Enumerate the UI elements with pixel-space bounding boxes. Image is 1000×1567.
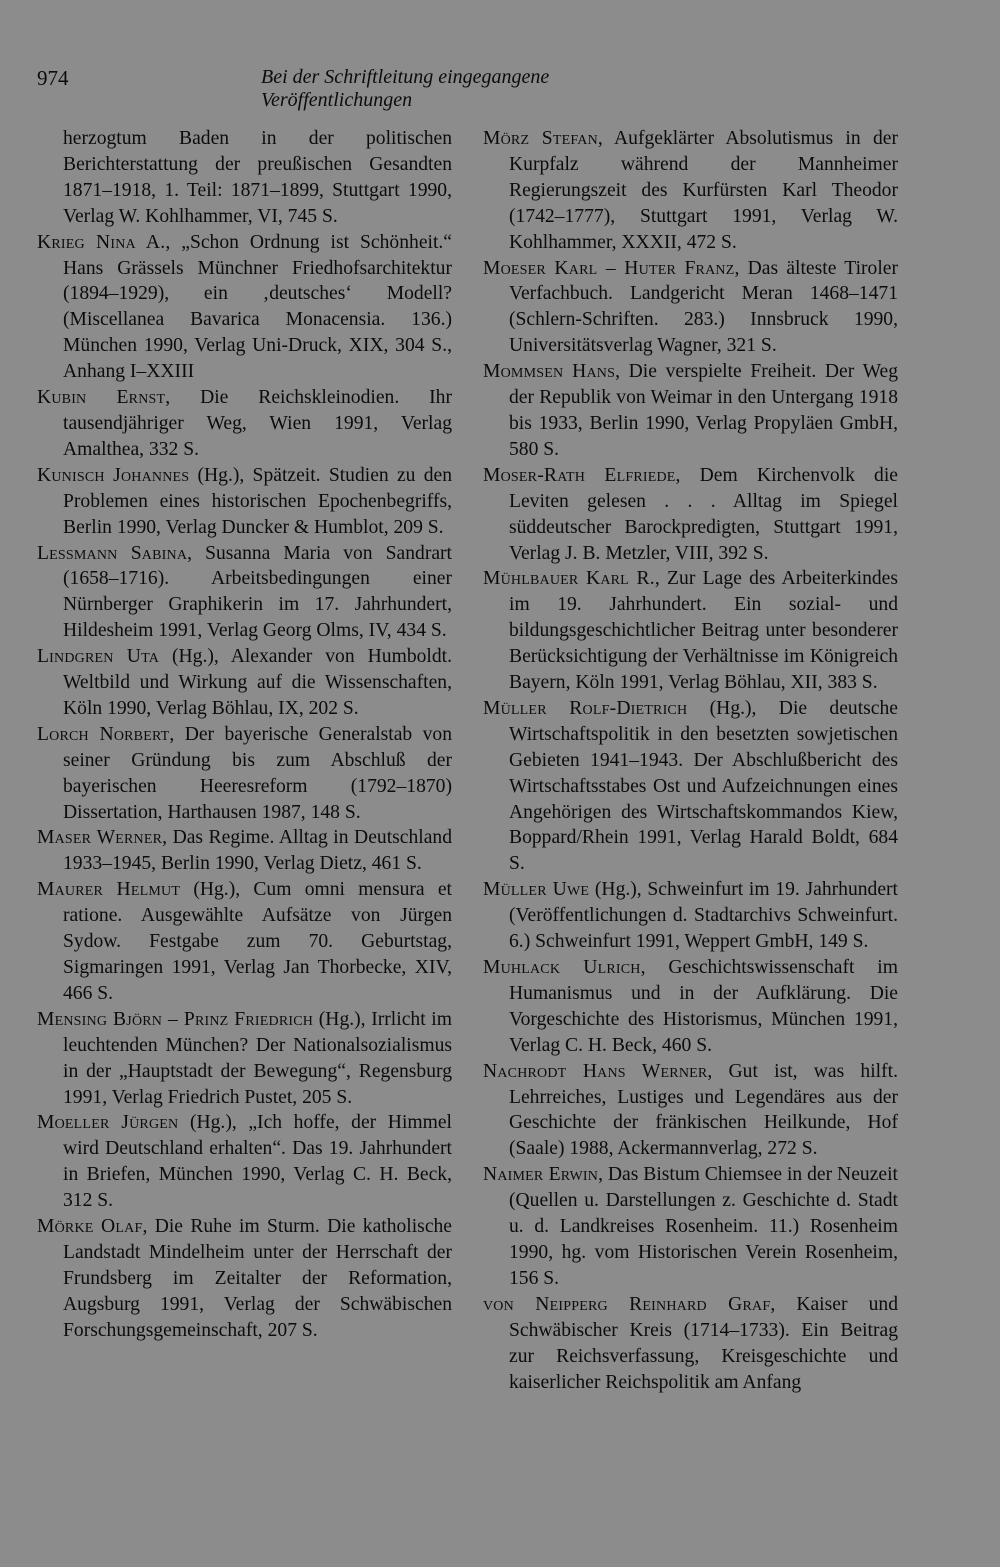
- bibliography-entry: [37, 1110, 452, 1214]
- entry-author: Muhlack Ulrich: [483, 957, 641, 978]
- entry-author: Krieg Nina A.: [37, 231, 166, 253]
- entry-text: , Die Reichskleinodien. Ihr tausendjähriger Weg, Wien 1991, Verlag Amalthea, 332 S.: [63, 387, 452, 460]
- bibliography-entry: [483, 463, 898, 567]
- entry-text: , Zur Lage des Arbeiterkindes im 19. Jahrhundert. Ein sozial- und bildungsgeschichtlicher Beitrag unter besonderer Berücksichtigung der Verhältnisse im Königreich Bayern, Köln 1991, Verlag Böhlau, XII, 383 S.: [509, 568, 898, 694]
- bibliography-entry: [37, 463, 452, 541]
- entry-author: Lorch Norbert: [37, 723, 170, 745]
- entry-text: , Kaiser und Schwäbischer Kreis (1714–1733). Ein Beitrag zur Reichsverfassung, Kreisgeschichte und kaiserlicher Reichspolitik am Anfang: [509, 1293, 898, 1393]
- bibliography-entry: [483, 1292, 898, 1396]
- entry-text: , Aufgeklärter Absolutismus in der Kurpfalz während der Mannheimer Regierungszeit des Kurfürsten Karl Theodor (1742–1777), Stuttgart 1991, Verlag W. Kohlhammer, XXXII, 472 S.: [509, 128, 898, 253]
- bibliography-entry: [483, 566, 898, 696]
- entry-author: Kunisch Johannes: [37, 464, 190, 486]
- entry-text: , Gut ist, was hilft. Lehrreiches, Lustiges und Legendäres aus der Geschichte der fränkischen Heilkunde, Hof (Saale) 1988, Ackermannverlag, 272 S.: [509, 1060, 898, 1160]
- bibliography-entry: [37, 541, 452, 645]
- entry-author: Mommsen Hans: [483, 361, 616, 383]
- entry-author: Lessmann Sabina: [37, 542, 188, 564]
- entry-text: (Hg.), „Ich hoffe, der Himmel wird Deutschland erhalten“. Das 19. Jahrhundert in Briefen, München 1990, Verlag C. H. Beck, 312 S.: [63, 1112, 453, 1212]
- running-title: Bei der Schriftleitung eingegangene Veröffentlichungen: [261, 66, 550, 111]
- bibliography-entry: [483, 1162, 898, 1292]
- entry-text: , Der bayerische Generalstab von seiner Gründung bis zum Abschluß der bayerischen Heeresreform (1792–1870) Dissertation, Harthausen 1987, 148 S.: [63, 723, 452, 823]
- entry-text: (Hg.), Irrlicht im leuchtenden München? Der Nationalsozialismus in der „Hauptstadt der Bewegung“, Regensburg 1991, Verlag Friedrich Pustet, 205 S.: [63, 1008, 452, 1108]
- bibliography-entry: [37, 825, 452, 877]
- entry-text: , Die Ruhe im Sturm. Die katholische Landstadt Mindelheim unter der Herrschaft der Frundsberg im Zeitalter der Reformation, Augsburg 1991, Verlag der Schwäbischen Forschungsgemeinschaft, 207 S.: [63, 1216, 453, 1341]
- entry-author: Mühlbauer Karl R.: [483, 568, 655, 590]
- bibliography-entry: [37, 1214, 452, 1344]
- bibliography-entry: [37, 230, 452, 385]
- left-column: [37, 126, 452, 1344]
- entry-author: Mörz Stefan: [483, 128, 598, 149]
- page-number: 974: [37, 66, 69, 90]
- entry-author: Mensing Björn – Prinz Friedrich: [37, 1008, 314, 1030]
- entry-text: (Hg.), Cum omni mensura et ratione. Ausgewählte Aufsätze von Jürgen Sydow. Festgabe zum 70. Geburtstag, Sigmaringen 1991, Verlag Jan Thorbecke, XIV, 466 S.: [63, 879, 452, 1004]
- bibliography-entry: [37, 385, 452, 463]
- entry-author: Naimer Erwin: [483, 1164, 599, 1186]
- bibliography-entry: [37, 877, 452, 1007]
- entry-text: , Susanna Maria von Sandrart (1658–1716). Arbeitsbedingungen einer Nürnberger Graphikerin im 17. Jahrhundert, Hildesheim 1991, Verlag Georg Olms, IV, 434 S.: [63, 542, 453, 642]
- entry-text: , Das Regime. Alltag in Deutschland 1933–1945, Berlin 1990, Verlag Dietz, 461 S.: [63, 827, 452, 875]
- entry-author: Maser Werner: [37, 827, 163, 849]
- bibliography-entry: [483, 877, 898, 955]
- entry-text: (Hg.), Die deutsche Wirtschaftspolitik in den besetzten sowjetischen Gebieten 1941–1943. Der Abschlußbericht des Wirtschaftsstabes Ost und Aufzeichnungen eines Angehörigen des Wirtschaftskommandos Kiew, Boppard/Rhein 1991, Verlag Harald Boldt, 684 S.: [509, 697, 898, 875]
- bibliography-entry: [483, 359, 898, 463]
- entry-text: herzogtum Baden in der politischen Berichterstattung der preußischen Gesandten 1871–1918, 1. Teil: 1871–1899, Stuttgart 1990, Verlag W. Kohlhammer, VI, 745 S.: [63, 128, 452, 227]
- entry-author: von Neipperg Reinhard Graf: [483, 1293, 771, 1315]
- page-header: [37, 66, 699, 111]
- entry-text: , „Schon Ordnung ist Schönheit.“ Hans Grässels Münchner Friedhofsarchitektur (1894–1929), ein ‚deutsches‘ Modell? (Miscellanea Bavarica Monacensia. 136.) München 1990, Verlag Uni-Druck, XIX, 304 S., Anhang I–XXIII: [63, 231, 452, 383]
- entry-author: Lindgren Uta: [37, 646, 160, 668]
- bibliography-entry: [483, 1059, 898, 1163]
- bibliography-entry: [37, 722, 452, 826]
- entry-text: , Das älteste Tiroler Verfachbuch. Landgericht Meran 1468–1471 (Schlern-Schriften. 283.) Innsbruck 1990, Universitätsverlag Wagner, 321 S.: [509, 257, 898, 357]
- entry-text: , Die verspielte Freiheit. Der Weg der Republik von Weimar in den Untergang 1918 bis 1933, Berlin 1990, Verlag Propyläen GmbH, 580 S.: [509, 361, 898, 460]
- entry-author: Müller Uwe: [483, 879, 590, 901]
- entry-text: , Geschichtswissenschaft im Humanismus und in der Aufklärung. Die Vorgeschichte des Historismus, München 1991, Verlag C. H. Beck, 460 S.: [509, 957, 898, 1056]
- bibliography-entry: [37, 644, 452, 722]
- entry-author: Müller Rolf-Dietrich: [483, 697, 688, 719]
- bibliography-entry: [37, 1007, 452, 1111]
- entry-author: Nachrodt Hans Werner: [483, 1060, 708, 1082]
- entry-author: Mörke Olaf: [37, 1216, 143, 1238]
- entry-text: , Das Bistum Chiemsee in der Neuzeit (Quellen u. Darstellungen z. Geschichte d. Stadt u. d. Landkreises Rosenheim. 11.) Rosenheim 1990, hg. vom Historischen Verein Rosenheim, 156 S.: [509, 1164, 898, 1289]
- bibliography-entry: [483, 696, 898, 877]
- entry-text: , Dem Kirchenvolk die Leviten gelesen . . . Alltag im Spiegel süddeutscher Barockpredigten, Stuttgart 1991, Verlag J. B. Metzler, VIII, 392 S.: [509, 464, 898, 564]
- bibliography-entry: [483, 126, 898, 256]
- entry-text: (Hg.), Alexander von Humboldt. Weltbild und Wirkung auf die Wissenschaften, Köln 1990, Verlag Böhlau, IX, 202 S.: [63, 646, 452, 719]
- entry-text: (Hg.), Schweinfurt im 19. Jahrhundert (Veröffentlichungen d. Stadtarchivs Schweinfurt. 6.) Schweinfurt 1991, Weppert GmbH, 149 S.: [509, 879, 899, 953]
- entry-author: Moser-Rath Elfriede: [483, 464, 676, 486]
- bibliography-entry: [483, 256, 898, 360]
- bibliography-entry: [37, 126, 452, 230]
- entry-author: Moeller Jürgen: [37, 1112, 179, 1134]
- entry-author: Maurer Helmut: [37, 879, 181, 901]
- right-column: [483, 126, 898, 1395]
- entry-author: Moeser Karl – Huter Franz: [483, 257, 735, 279]
- entry-text: (Hg.), Spätzeit. Studien zu den Problemen eines historischen Epochenbegriffs, Berlin 1990, Verlag Duncker & Humblot, 209 S.: [63, 464, 452, 538]
- bibliography-entry: [483, 955, 898, 1059]
- entry-author: Kubin Ernst: [37, 387, 166, 409]
